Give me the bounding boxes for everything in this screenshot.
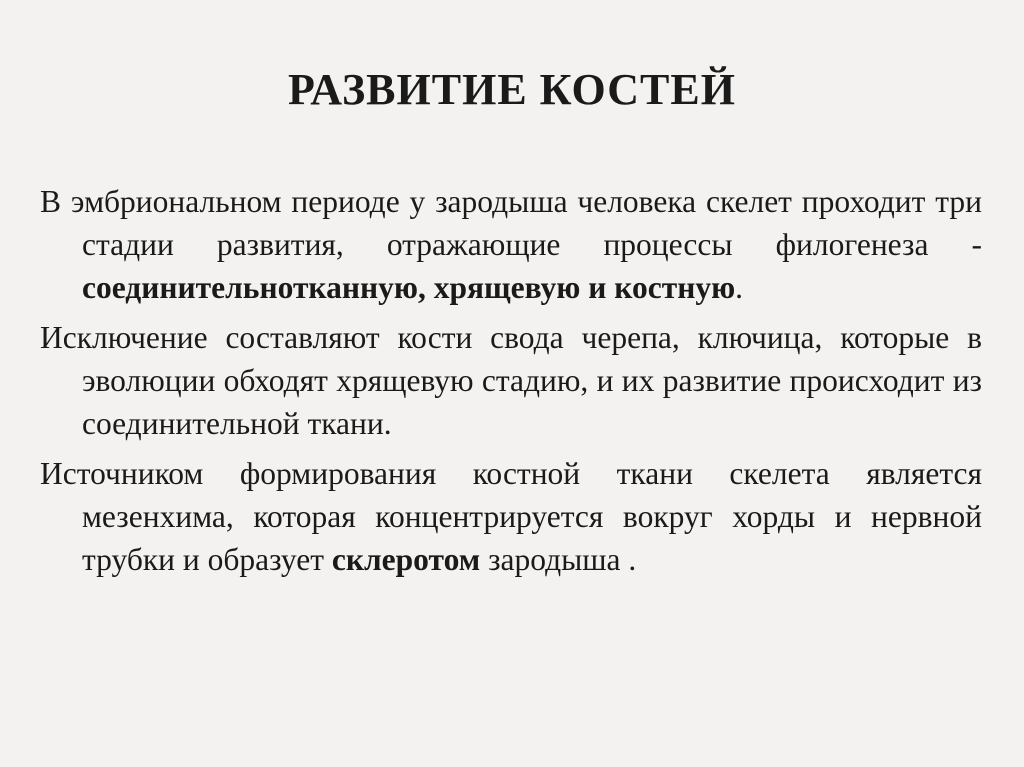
slide-title: РАЗВИТИЕ КОСТЕЙ <box>288 65 736 114</box>
paragraph-stages <box>40 180 982 309</box>
paragraph-text: зародыша . <box>480 542 637 577</box>
paragraph-bold-text: склеротом <box>331 542 481 577</box>
slide-body <box>40 180 982 588</box>
paragraph-text: Исключение составляют кости свода черепа, ключица, которые в эволюции обходят хрящевую стадию, и их развитие происходит из соединительной ткани. <box>40 320 982 441</box>
paragraph-text: В эмбриональном периоде у зародыша человека скелет проходит три стадии развития, отражающие процессы филогенеза - <box>40 184 982 262</box>
paragraph-text: . <box>735 270 744 305</box>
paragraph-text: Источником формирования костной ткани скелета является мезенхима, которая концентрируется вокруг хорды и нервной трубки и образует <box>40 456 982 577</box>
paragraph-bold-text: соединительнотканную, хрящевую и костную <box>82 270 736 305</box>
paragraph-exception <box>40 316 982 445</box>
paragraph-source <box>40 452 982 581</box>
